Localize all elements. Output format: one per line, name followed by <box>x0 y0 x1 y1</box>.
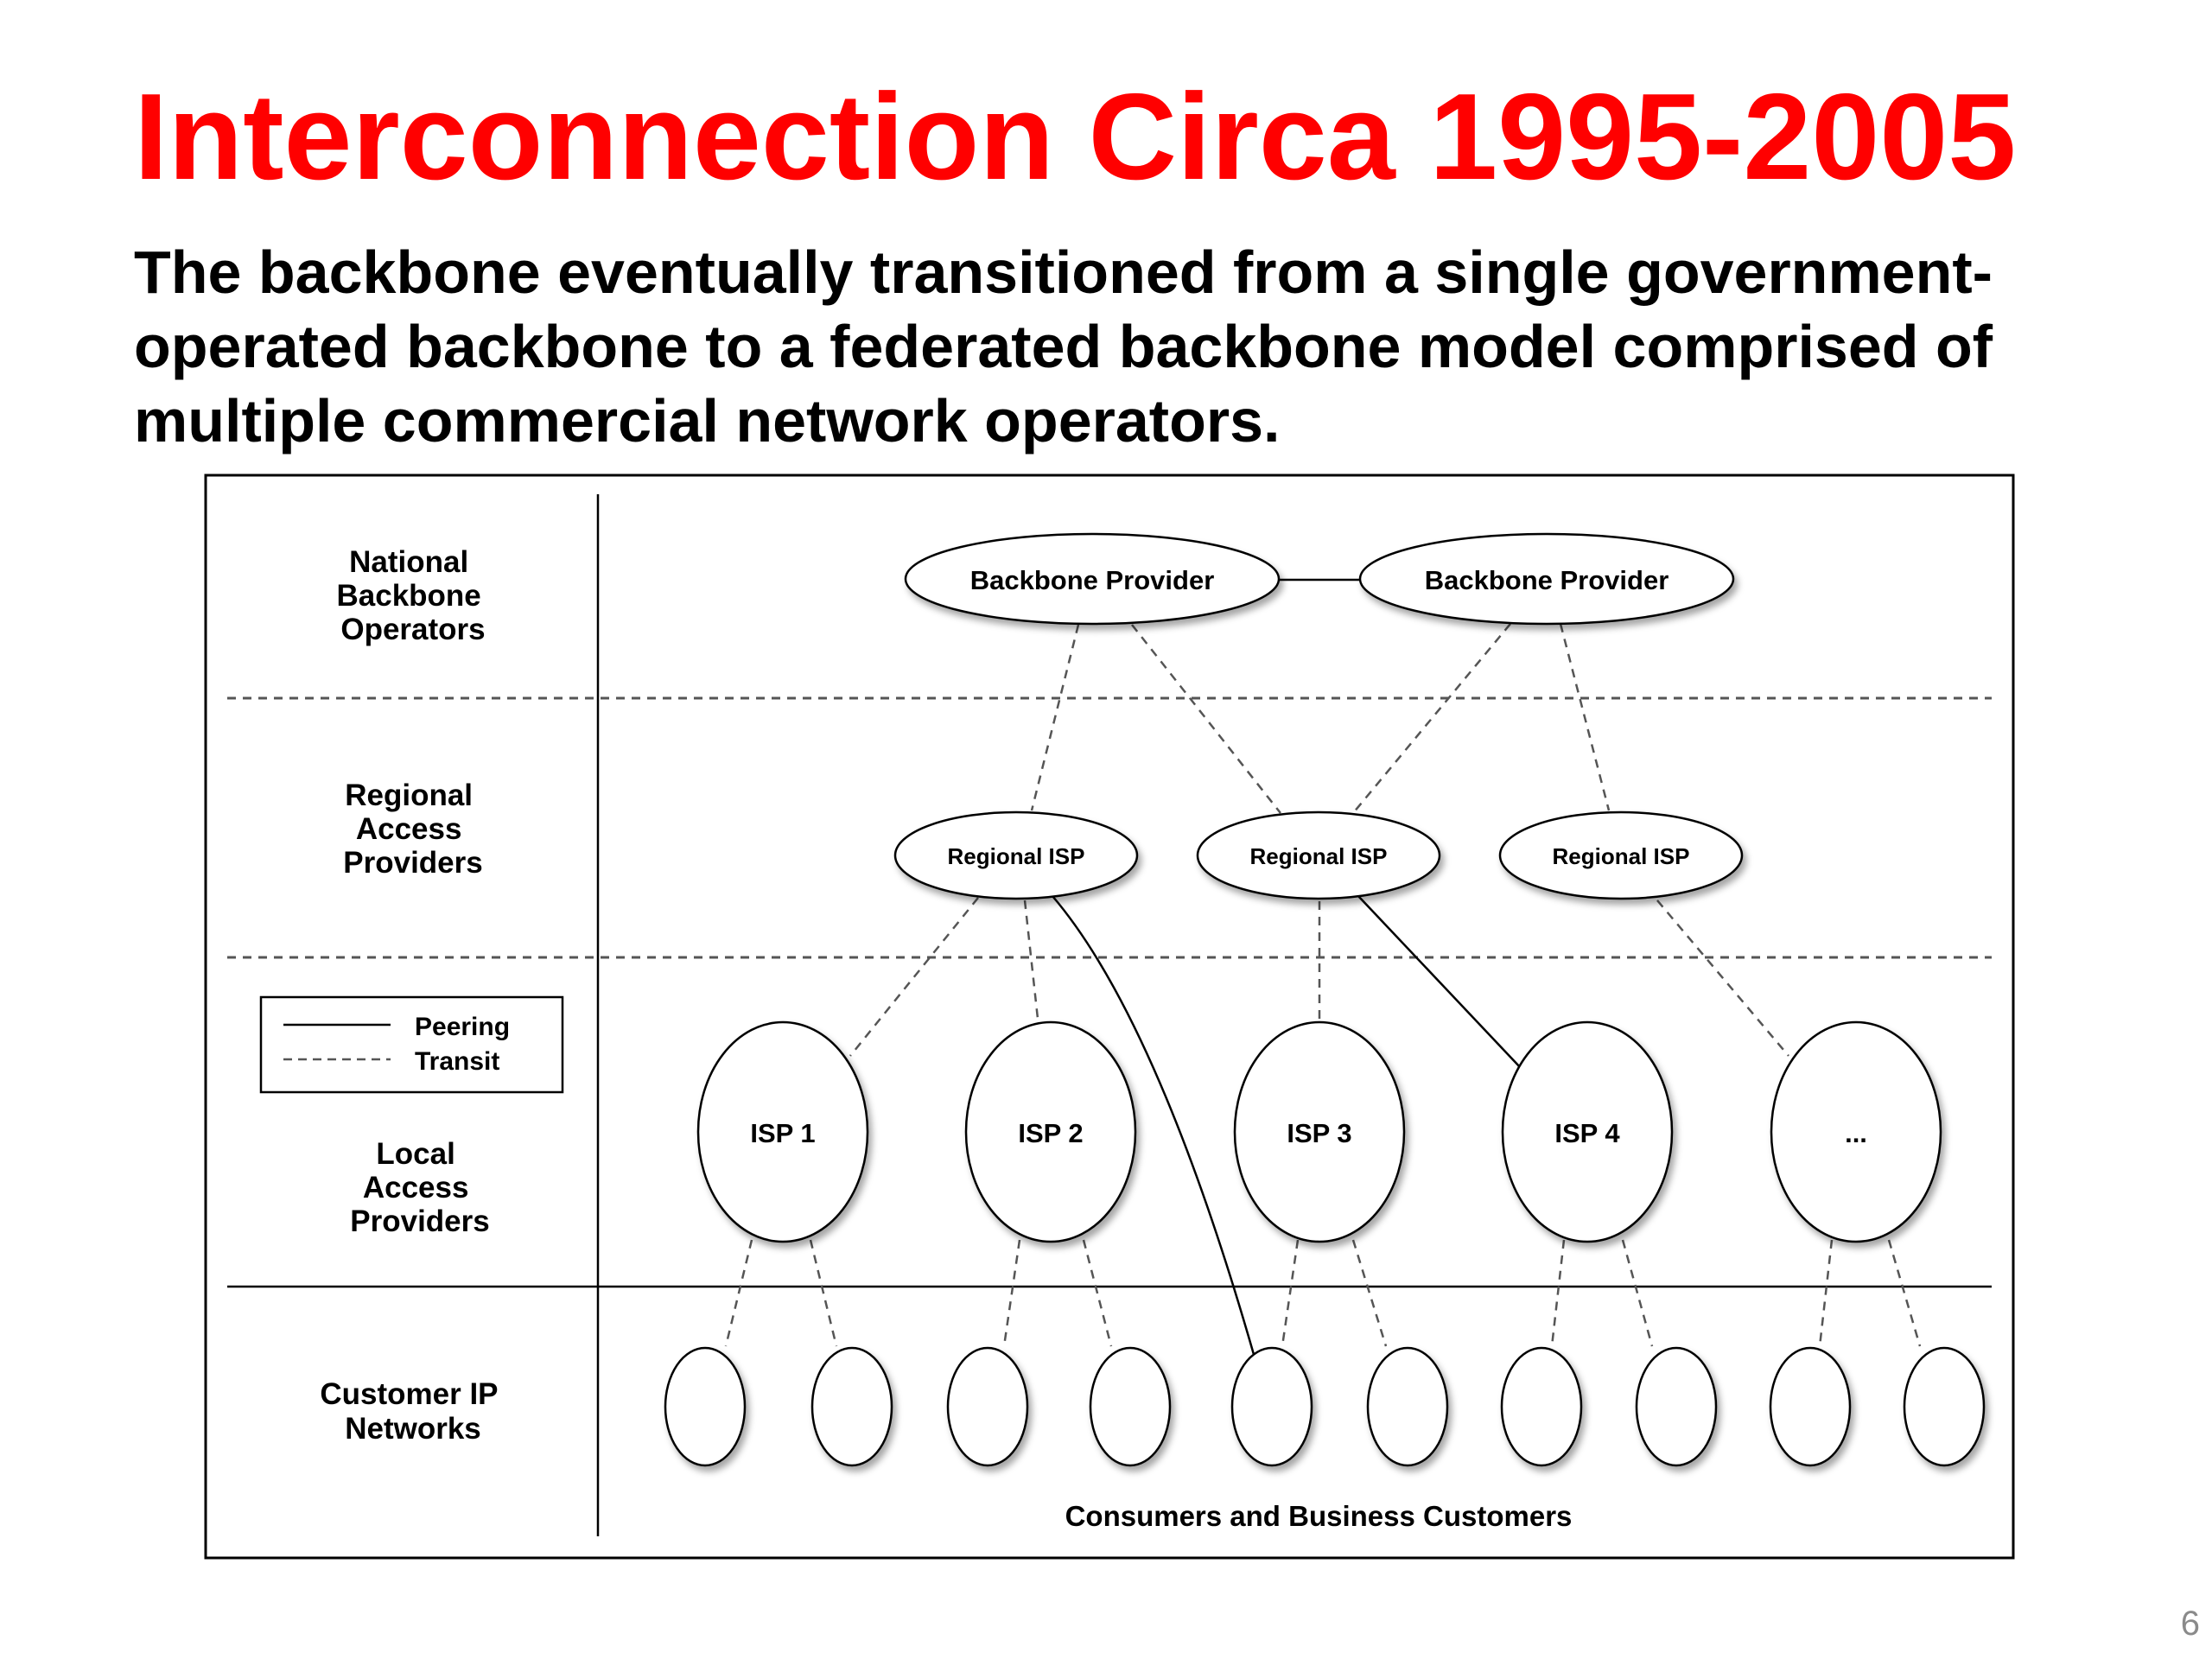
backbone-provider-node <box>906 534 1279 624</box>
tier-label-regional: Regional Access Providers <box>343 779 483 880</box>
customer-network-node <box>1904 1348 1984 1465</box>
customer-caption: Consumers and Business Customers <box>1065 1500 1573 1532</box>
legend-peering-label: Peering <box>415 1013 511 1041</box>
local-isp-label: ISP 2 <box>1018 1118 1084 1148</box>
regional-isp-label: Regional ISP <box>947 843 1085 869</box>
backbone-provider-node <box>1360 534 1733 624</box>
customer-network-node <box>1090 1348 1170 1465</box>
local-isp-node <box>966 1022 1135 1242</box>
customer-network-node <box>812 1348 892 1465</box>
page-number: 6 <box>2180 1605 2200 1643</box>
regional-isp-node <box>1198 812 1440 899</box>
customer-network-node <box>1502 1348 1581 1465</box>
legend-transit-label: Transit <box>415 1047 500 1076</box>
local-isp-node <box>1235 1022 1404 1242</box>
customer-network-node <box>1368 1348 1447 1465</box>
local-isp-node <box>1771 1022 1941 1242</box>
regional-isp-label: Regional ISP <box>1552 843 1690 869</box>
local-isp-label: ISP 4 <box>1554 1118 1620 1148</box>
customer-network-node <box>948 1348 1027 1465</box>
customer-network-node <box>1770 1348 1850 1465</box>
customer-network-node <box>1232 1348 1312 1465</box>
tier-label-local: Local Access Providers <box>350 1137 490 1238</box>
legend-box <box>261 997 563 1092</box>
local-isp-node <box>698 1022 868 1242</box>
legend <box>261 997 563 1092</box>
backbone-provider-label: Backbone Provider <box>1424 565 1669 595</box>
regional-isp-node <box>1500 812 1742 899</box>
customer-network-node <box>665 1348 745 1465</box>
local-isp-label: ... <box>1845 1118 1867 1148</box>
regional-isp-label: Regional ISP <box>1249 843 1388 869</box>
slide-subtitle: The backbone eventually transitioned from a single government-operated backbone to a federated backbone model comprised of multiple commercial network operators. <box>134 238 1993 454</box>
tier-label-national: National Backbone Operators <box>336 545 486 646</box>
customer-network-node <box>1637 1348 1716 1465</box>
local-isp-node <box>1503 1022 1672 1242</box>
backbone-provider-label: Backbone Provider <box>969 565 1215 595</box>
regional-isp-node <box>895 812 1137 899</box>
local-isp-label: ISP 3 <box>1287 1118 1352 1148</box>
slide-title: Interconnection Circa 1995-2005 <box>134 68 2017 206</box>
local-isp-label: ISP 1 <box>750 1118 816 1148</box>
tier-label-customer: Customer IP Networks <box>320 1377 498 1446</box>
